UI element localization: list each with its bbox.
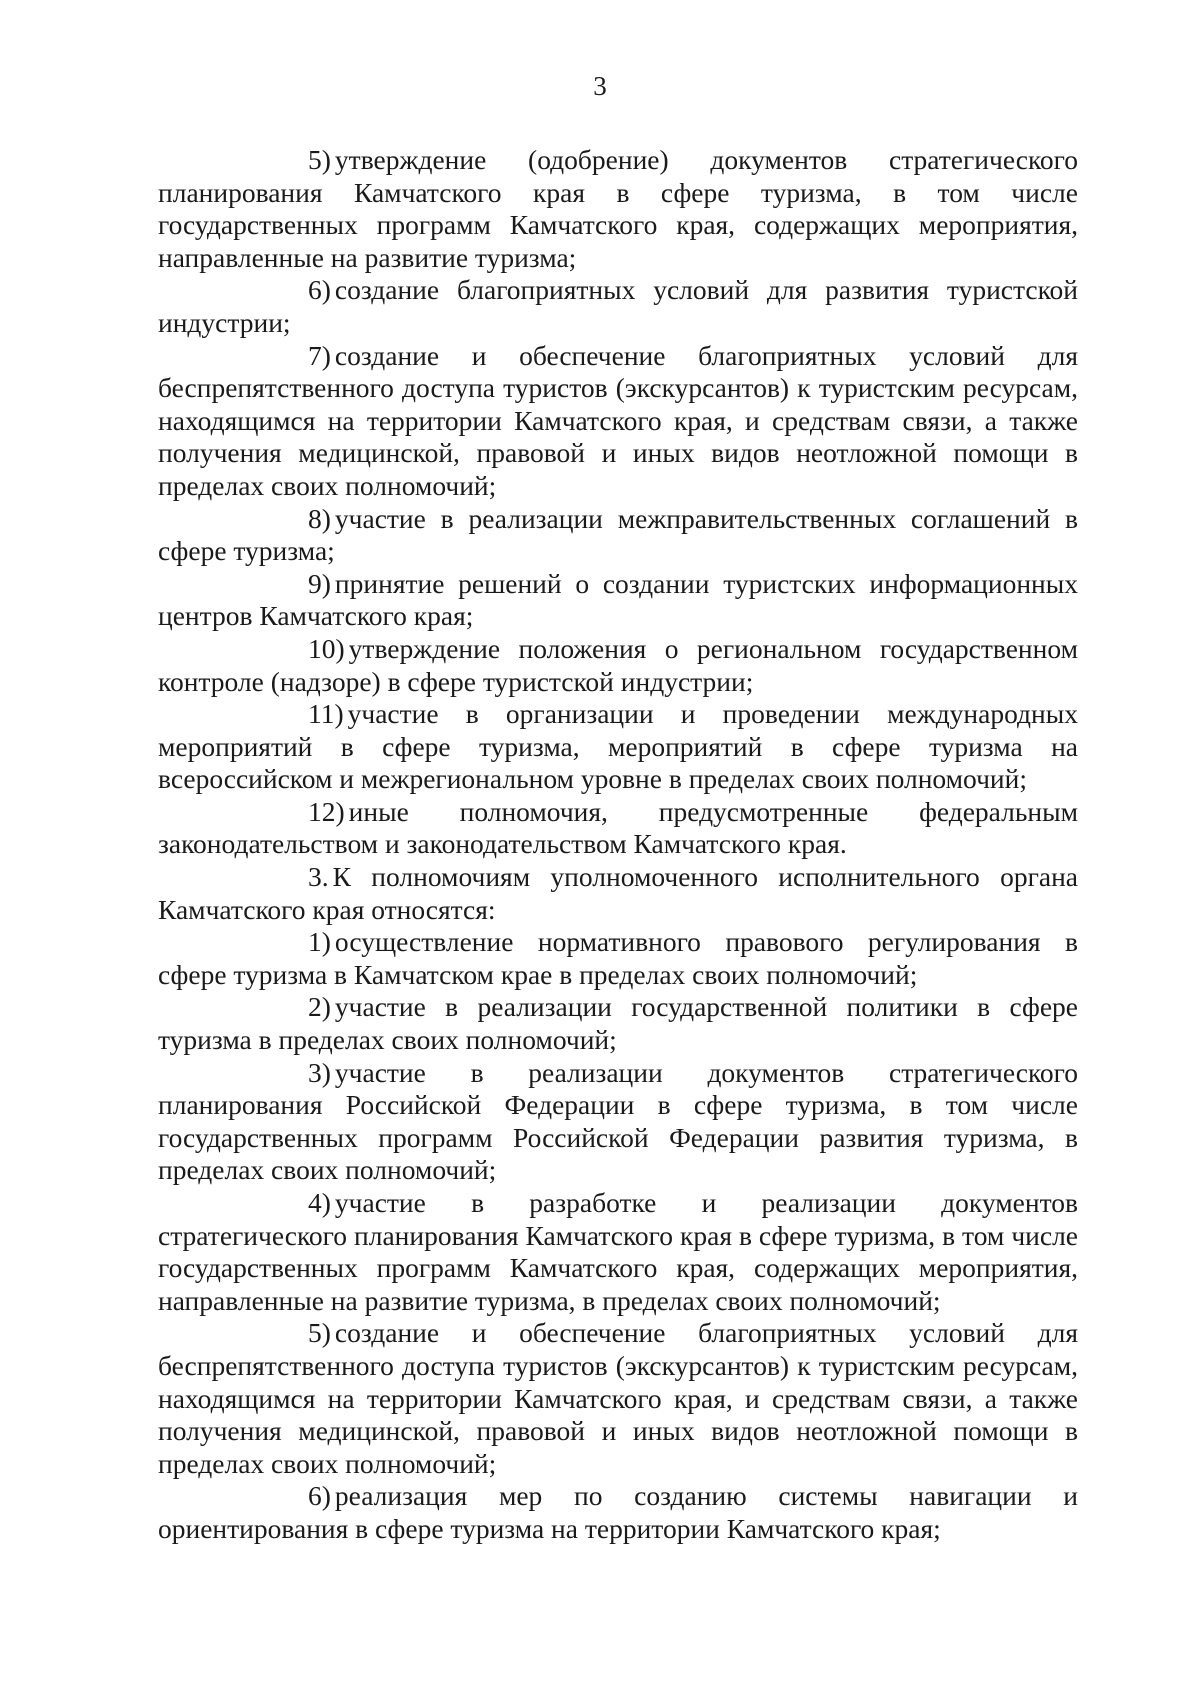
item-number: 12) — [308, 795, 345, 827]
item-number: 5) — [308, 144, 331, 175]
item-number: 5) — [308, 1317, 331, 1349]
item-text: создание благоприятных условий для развития туристской индустрии; — [158, 274, 1078, 338]
item-number: 8) — [308, 502, 331, 534]
item-number: 2) — [308, 991, 331, 1023]
paragraph-item — [158, 1480, 1078, 1545]
section-paragraph — [158, 861, 1078, 926]
item-number: 9) — [308, 567, 331, 599]
item-number: 6) — [308, 274, 331, 306]
paragraph-item — [158, 274, 1078, 339]
item-number: 10) — [308, 632, 345, 664]
paragraph-item — [158, 926, 1078, 991]
item-number: 1) — [308, 926, 331, 958]
item-number: 7) — [308, 339, 331, 371]
item-text: участие в организации и проведении международных мероприятий в сфере туризма, мероприятий в сфере туризма на всероссийском и межрегиональном уровне в пределах своих полномочий; — [158, 698, 1078, 795]
item-text: создание и обеспечение благоприятных условий для беспрепятственного доступа туристов (экскурсантов) к туристским ресурсам, находящимся на территории Камчатского края, и средствам связи, а также получения медицинской, правовой и иных видов неотложной помощи в пределах своих полномочий; — [158, 339, 1078, 501]
item-text: утверждение положения о региональном государственном контроле (надзоре) в сфере туристской индустрии; — [158, 632, 1078, 697]
item-text: создание и обеспечение благоприятных условий для беспрепятственного доступа туристов (экскурсантов) к туристским ресурсам, находящимся на территории Камчатского края, и средствам связи, а также получения медицинской, правовой и иных видов неотложной помощи в пределах своих полномочий; — [158, 1317, 1078, 1479]
paragraph-item — [158, 698, 1078, 796]
section-number: 3. — [308, 861, 329, 893]
item-number: 11) — [308, 698, 344, 730]
paragraph-item — [158, 796, 1078, 861]
paragraph-item — [158, 340, 1078, 503]
item-text: участие в разработке и реализации документов стратегического планирования Камчатского края в сфере туризма, в том числе государственных программ Камчатского края, содержащих мероприятия, направленные на развитие туризма, в пределах своих полномочий; — [158, 1187, 1078, 1316]
item-text: участие в реализации государственной политики в сфере туризма в пределах своих полномочий; — [158, 991, 1078, 1056]
item-text: осуществление нормативного правового регулирования в сфере туризма в Камчатском крае в пределах своих полномочий; — [158, 926, 1078, 990]
item-text: участие в реализации документов стратегического планирования Российской Федерации в сфере туризма, в том числе государственных программ Российской Федерации развития туризма, в пределах своих полномочий; — [158, 1056, 1078, 1186]
paragraph-item — [158, 1317, 1078, 1480]
paragraph-item — [158, 568, 1078, 633]
item-text: реализация мер по созданию системы навигации и ориентирования в сфере туризма на территории Камчатского края; — [158, 1480, 1078, 1544]
item-text: иные полномочия, предусмотренные федеральным законодательством и законодательством Камчатского края. — [158, 795, 1078, 860]
paragraph-item — [158, 503, 1078, 568]
item-number: 3) — [308, 1056, 331, 1088]
page-number: 3 — [593, 71, 607, 101]
paragraph-item — [158, 1057, 1078, 1187]
item-number: 6) — [308, 1480, 331, 1512]
paragraph-item — [158, 1187, 1078, 1317]
item-number: 4) — [308, 1187, 331, 1218]
item-text: принятие решений о создании туристских информационных центров Камчатского края; — [158, 567, 1078, 632]
item-text: участие в реализации межправительственных соглашений в сфере туризма; — [158, 502, 1078, 567]
paragraph-item — [158, 144, 1078, 274]
document-body — [158, 144, 1078, 1546]
section-text: К полномочиям уполномоченного исполнительного органа Камчатского края относятся: — [158, 861, 1078, 925]
item-text: утверждение (одобрение) документов стратегического планирования Камчатского края в сфере туризма, в том числе государственных программ Камчатского края, содержащих мероприятия, направленные на развитие туризма; — [158, 144, 1078, 273]
paragraph-item — [158, 991, 1078, 1056]
paragraph-item — [158, 633, 1078, 698]
